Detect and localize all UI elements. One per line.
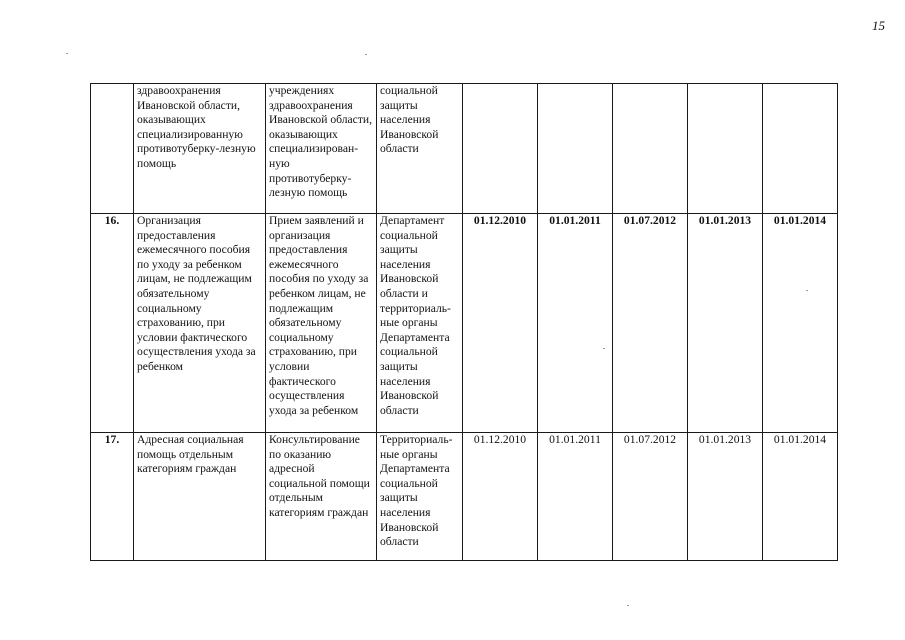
stage-5-date bbox=[763, 84, 838, 214]
stage-1-date: 01.12.2010 bbox=[463, 214, 538, 433]
table-row bbox=[91, 214, 838, 433]
stage-1-date: 01.12.2010 bbox=[463, 433, 538, 561]
stage-1-date bbox=[463, 84, 538, 214]
stage-5-date: 01.01.2014 bbox=[763, 433, 838, 561]
executor-cell: Департамент социальной защиты населения Ивановской области и территориаль-ные органы Департамента социальной защиты населения Ивановской области bbox=[377, 214, 463, 433]
row-number bbox=[91, 84, 134, 214]
service-description-cell: Прием заявлений и организация предоставления ежемесячного пособия по уходу за ребенком лицам, не подлежащим обязательному социальному страхованию, при условии фактического осуществления ухода за ребенком bbox=[266, 214, 377, 433]
service-description-cell: Консультирование по оказанию адресной социальной помощи отдельным категориям граждан bbox=[266, 433, 377, 561]
scan-speck bbox=[66, 53, 68, 54]
service-name-cell: Адресная социальная помощь отдельным категориям граждан bbox=[134, 433, 266, 561]
service-name-cell: Организация предоставления ежемесячного пособия по уходу за ребенком лицам, не подлежащим обязательному социальному страхованию, при условии фактического осуществления ухода за ребенком bbox=[134, 214, 266, 433]
page-number: 15 bbox=[872, 18, 885, 33]
scan-speck bbox=[365, 54, 367, 55]
stage-3-date: 01.07.2012 bbox=[613, 433, 688, 561]
stage-5-date: 01.01.2014 bbox=[763, 214, 838, 433]
executor-cell: Территориаль-ные органы Департамента социальной защиты населения Ивановской области bbox=[377, 433, 463, 561]
scan-speck bbox=[627, 605, 629, 606]
table-row bbox=[91, 84, 838, 214]
stage-4-date: 01.01.2013 bbox=[688, 433, 763, 561]
services-table bbox=[90, 83, 838, 561]
stage-4-date: 01.01.2013 bbox=[688, 214, 763, 433]
row-number: 16. bbox=[91, 214, 134, 433]
stage-2-date: 01.01.2011 bbox=[538, 433, 613, 561]
service-name-cell: здравоохранения Ивановской области, оказывающих специализированную противотуберку-лезную помощь bbox=[134, 84, 266, 214]
scan-speck bbox=[806, 290, 808, 291]
scan-speck bbox=[603, 348, 605, 349]
stage-2-date: 01.01.2011 bbox=[538, 214, 613, 433]
stage-3-date bbox=[613, 84, 688, 214]
service-description-cell: учреждениях здравоохранения Ивановской области, оказывающих специализирован-ную противотуберку-лезную помощь bbox=[266, 84, 377, 214]
stage-4-date bbox=[688, 84, 763, 214]
stage-2-date bbox=[538, 84, 613, 214]
table-row bbox=[91, 433, 838, 561]
row-number: 17. bbox=[91, 433, 134, 561]
executor-cell: социальной защиты населения Ивановской области bbox=[377, 84, 463, 214]
stage-3-date: 01.07.2012 bbox=[613, 214, 688, 433]
